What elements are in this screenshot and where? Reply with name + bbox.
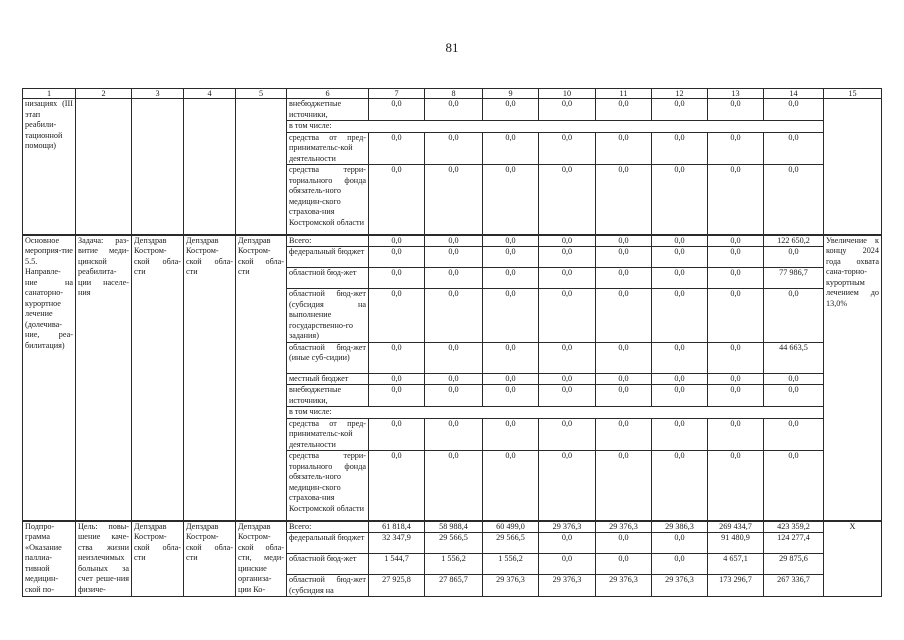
amount-cell: 0,0 xyxy=(369,289,425,343)
amount-cell: 0,0 xyxy=(708,165,764,235)
amount-cell: 29 875,6 xyxy=(764,554,824,575)
amount-cell: 0,0 xyxy=(539,99,596,121)
amount-cell: 0,0 xyxy=(652,132,708,165)
amount-cell: 60 499,0 xyxy=(483,521,539,533)
amount-cell: 0,0 xyxy=(539,418,596,451)
column-number-cell: 2 xyxy=(76,89,132,99)
amount-cell: 0,0 xyxy=(708,235,764,247)
amount-cell: 0,0 xyxy=(652,533,708,554)
funding-source-cell: федеральный бюджет xyxy=(287,247,369,268)
amount-cell: 0,0 xyxy=(483,385,539,407)
amount-cell: 0,0 xyxy=(652,418,708,451)
amount-cell: 0,0 xyxy=(369,132,425,165)
amount-cell: 0,0 xyxy=(708,289,764,343)
amount-cell: 0,0 xyxy=(369,247,425,268)
amount-cell: 0,0 xyxy=(764,132,824,165)
amount-cell: 0,0 xyxy=(764,451,824,521)
amount-cell: 0,0 xyxy=(369,165,425,235)
expected-result-cell: Увеличение к концу 2024 года охвата сана-торно-курортным лечением до 13,0% xyxy=(824,235,882,521)
amount-cell: 0,0 xyxy=(596,268,652,289)
program-col5-cell xyxy=(236,99,287,235)
page-number: 81 xyxy=(445,40,459,55)
amount-cell: 423 359,2 xyxy=(764,521,824,533)
amount-cell: 0,0 xyxy=(539,165,596,235)
program-col2-cell xyxy=(76,99,132,235)
funding-source-cell: внебюджетные источники, xyxy=(287,99,369,121)
amount-cell: 0,0 xyxy=(483,268,539,289)
amount-cell: 0,0 xyxy=(369,451,425,521)
program-col4-cell: Депздрав Костром-ской обла-сти xyxy=(184,521,236,597)
amount-cell: 0,0 xyxy=(369,385,425,407)
column-number-cell: 7 xyxy=(369,89,425,99)
funding-source-cell: внебюджетные источники, xyxy=(287,385,369,407)
amount-cell: 0,0 xyxy=(539,247,596,268)
column-number-cell: 11 xyxy=(596,89,652,99)
amount-cell: 0,0 xyxy=(369,268,425,289)
amount-cell: 0,0 xyxy=(425,132,483,165)
amount-cell: 0,0 xyxy=(708,247,764,268)
program-col5-cell: Депздрав Костром-ской обла-сти xyxy=(236,235,287,521)
amount-cell: 0,0 xyxy=(708,342,764,373)
column-number-cell: 9 xyxy=(483,89,539,99)
amount-cell: 0,0 xyxy=(425,268,483,289)
program-col5-cell: Депздрав Костром-ской обла-сти, меди-цинские организа-ции Ко- xyxy=(236,521,287,597)
amount-cell: 0,0 xyxy=(596,451,652,521)
amount-cell: 0,0 xyxy=(483,247,539,268)
amount-cell: 0,0 xyxy=(652,451,708,521)
amount-cell: 91 480,9 xyxy=(708,533,764,554)
program-col3-cell: Депздрав Костром-ской обла-сти xyxy=(132,521,184,597)
funding-source-cell: областной бюд-жет xyxy=(287,554,369,575)
amount-cell: 0,0 xyxy=(539,235,596,247)
amount-cell: 0,0 xyxy=(539,554,596,575)
amount-cell: 29 566,5 xyxy=(483,533,539,554)
program-col1-cell: низациях (III этап реабили-тационной помощи) xyxy=(23,99,76,235)
amount-cell: 29 376,3 xyxy=(483,575,539,597)
funding-source-cell: средства терри-ториального фонда обязатель-ного медицин-ского страхова-ния Костромской области xyxy=(287,165,369,235)
program-col2-cell: Задача: раз-витие меди-цинской реабилита-ции населе-ния xyxy=(76,235,132,521)
amount-cell: 0,0 xyxy=(483,289,539,343)
amount-cell: 0,0 xyxy=(764,165,824,235)
amount-cell: 0,0 xyxy=(764,247,824,268)
amount-cell: 0,0 xyxy=(425,235,483,247)
program-col2-cell: Цель: повы-шение каче-ства жизни неизлечимых больных за счет реше-ния физиче- xyxy=(76,521,132,597)
amount-cell: 58 988,4 xyxy=(425,521,483,533)
amount-cell: 32 347,9 xyxy=(369,533,425,554)
funding-source-cell: местный бюджет xyxy=(287,373,369,385)
amount-cell: 0,0 xyxy=(596,373,652,385)
amount-cell: 0,0 xyxy=(425,373,483,385)
amount-cell: 0,0 xyxy=(596,235,652,247)
funding-source-cell: федеральный бюджет xyxy=(287,533,369,554)
table-row xyxy=(23,521,882,533)
amount-cell: 0,0 xyxy=(483,165,539,235)
amount-cell: 29 376,3 xyxy=(652,575,708,597)
amount-cell: 0,0 xyxy=(596,289,652,343)
amount-cell: 0,0 xyxy=(596,342,652,373)
amount-cell: 0,0 xyxy=(652,554,708,575)
amount-cell: 0,0 xyxy=(652,385,708,407)
funding-source-cell: средства от пред-принимательс-кой деятельности xyxy=(287,132,369,165)
funding-source-cell: Всего: xyxy=(287,235,369,247)
amount-cell: 0,0 xyxy=(539,289,596,343)
amount-cell: 0,0 xyxy=(539,451,596,521)
amount-cell: 0,0 xyxy=(708,132,764,165)
amount-cell: 0,0 xyxy=(596,554,652,575)
budget-table xyxy=(22,88,882,597)
amount-cell: 0,0 xyxy=(652,165,708,235)
column-number-cell: 15 xyxy=(824,89,882,99)
amount-cell: 44 663,5 xyxy=(764,342,824,373)
amount-cell: 0,0 xyxy=(539,533,596,554)
funding-source-cell: Всего: xyxy=(287,521,369,533)
program-col4-cell: Депздрав Костром-ской обла-сти xyxy=(184,235,236,521)
amount-cell: 27 925,8 xyxy=(369,575,425,597)
program-col1-cell: Подпро-грамма «Оказание паллиа-тивной медицин-ской по- xyxy=(23,521,76,597)
amount-cell: 0,0 xyxy=(596,247,652,268)
amount-cell: 0,0 xyxy=(708,418,764,451)
amount-cell: 29 566,5 xyxy=(425,533,483,554)
column-number-cell: 13 xyxy=(708,89,764,99)
amount-cell: 0,0 xyxy=(596,99,652,121)
expected-result-cell xyxy=(824,99,882,235)
funding-source-cell: в том числе: xyxy=(287,407,824,419)
amount-cell: 0,0 xyxy=(539,385,596,407)
amount-cell: 0,0 xyxy=(483,342,539,373)
amount-cell: 29 386,3 xyxy=(652,521,708,533)
amount-cell: 0,0 xyxy=(539,268,596,289)
amount-cell: 0,0 xyxy=(425,451,483,521)
amount-cell: 0,0 xyxy=(652,289,708,343)
amount-cell: 269 434,7 xyxy=(708,521,764,533)
amount-cell: 0,0 xyxy=(596,132,652,165)
amount-cell: 0,0 xyxy=(483,418,539,451)
expected-result-cell: X xyxy=(824,521,882,597)
funding-source-cell: средства терри-ториального фонда обязатель-ного медицин-ского страхова-ния Костромской области xyxy=(287,451,369,521)
program-col3-cell xyxy=(132,99,184,235)
funding-source-cell: областной бюд-жет (субсидия на xyxy=(287,575,369,597)
amount-cell: 0,0 xyxy=(425,99,483,121)
amount-cell: 0,0 xyxy=(425,342,483,373)
amount-cell: 77 986,7 xyxy=(764,268,824,289)
column-number-cell: 3 xyxy=(132,89,184,99)
amount-cell: 0,0 xyxy=(483,132,539,165)
funding-source-cell: областной бюд-жет xyxy=(287,268,369,289)
amount-cell: 61 818,4 xyxy=(369,521,425,533)
amount-cell: 0,0 xyxy=(369,235,425,247)
amount-cell: 1 544,7 xyxy=(369,554,425,575)
column-number-cell: 14 xyxy=(764,89,824,99)
amount-cell: 1 556,2 xyxy=(483,554,539,575)
amount-cell: 0,0 xyxy=(652,342,708,373)
amount-cell: 0,0 xyxy=(652,373,708,385)
amount-cell: 29 376,3 xyxy=(596,521,652,533)
amount-cell: 0,0 xyxy=(708,268,764,289)
amount-cell: 0,0 xyxy=(708,99,764,121)
funding-source-cell: областной бюд-жет (субсидия на выполнение государственно-го задания) xyxy=(287,289,369,343)
amount-cell: 0,0 xyxy=(539,342,596,373)
amount-cell: 122 650,2 xyxy=(764,235,824,247)
program-col4-cell xyxy=(184,99,236,235)
funding-source-cell: средства от пред-принимательс-кой деятельности xyxy=(287,418,369,451)
funding-source-cell: областной бюд-жет (иные суб-сидии) xyxy=(287,342,369,373)
amount-cell: 0,0 xyxy=(425,289,483,343)
amount-cell: 0,0 xyxy=(539,373,596,385)
amount-cell: 1 556,2 xyxy=(425,554,483,575)
funding-source-cell: в том числе: xyxy=(287,121,824,133)
amount-cell: 0,0 xyxy=(369,418,425,451)
column-number-cell: 12 xyxy=(652,89,708,99)
amount-cell: 0,0 xyxy=(652,99,708,121)
amount-cell: 0,0 xyxy=(369,373,425,385)
amount-cell: 4 657,1 xyxy=(708,554,764,575)
amount-cell: 0,0 xyxy=(764,373,824,385)
amount-cell: 0,0 xyxy=(596,165,652,235)
amount-cell: 0,0 xyxy=(425,385,483,407)
amount-cell: 0,0 xyxy=(764,99,824,121)
amount-cell: 0,0 xyxy=(425,247,483,268)
column-number-cell: 10 xyxy=(539,89,596,99)
amount-cell: 0,0 xyxy=(483,235,539,247)
amount-cell: 0,0 xyxy=(596,385,652,407)
amount-cell: 0,0 xyxy=(483,99,539,121)
amount-cell: 124 277,4 xyxy=(764,533,824,554)
amount-cell: 29 376,3 xyxy=(539,521,596,533)
column-number-cell: 1 xyxy=(23,89,76,99)
amount-cell: 0,0 xyxy=(425,165,483,235)
amount-cell: 0,0 xyxy=(483,373,539,385)
amount-cell: 0,0 xyxy=(369,342,425,373)
table-row xyxy=(23,99,882,121)
column-number-cell: 8 xyxy=(425,89,483,99)
column-number-cell: 4 xyxy=(184,89,236,99)
amount-cell: 27 865,7 xyxy=(425,575,483,597)
amount-cell: 0,0 xyxy=(425,418,483,451)
column-number-cell: 6 xyxy=(287,89,369,99)
amount-cell: 267 336,7 xyxy=(764,575,824,597)
amount-cell: 0,0 xyxy=(708,451,764,521)
amount-cell: 0,0 xyxy=(369,99,425,121)
column-numbers-row xyxy=(23,89,882,99)
amount-cell: 0,0 xyxy=(652,235,708,247)
program-col1-cell: Основное мероприя-тие 5.5. Направле-ние на санаторно-курортное лечение (долечива-ние, реа-билитация) xyxy=(23,235,76,521)
column-number-cell: 5 xyxy=(236,89,287,99)
amount-cell: 0,0 xyxy=(596,533,652,554)
amount-cell: 0,0 xyxy=(483,451,539,521)
amount-cell: 0,0 xyxy=(596,418,652,451)
amount-cell: 0,0 xyxy=(764,418,824,451)
amount-cell: 0,0 xyxy=(539,132,596,165)
amount-cell: 173 296,7 xyxy=(708,575,764,597)
amount-cell: 0,0 xyxy=(708,385,764,407)
amount-cell: 0,0 xyxy=(764,289,824,343)
amount-cell: 29 376,3 xyxy=(539,575,596,597)
table-row xyxy=(23,235,882,247)
amount-cell: 0,0 xyxy=(652,268,708,289)
amount-cell: 29 376,3 xyxy=(596,575,652,597)
amount-cell: 0,0 xyxy=(652,247,708,268)
amount-cell: 0,0 xyxy=(764,385,824,407)
program-col3-cell: Депздрав Костром-ской обла-сти xyxy=(132,235,184,521)
amount-cell: 0,0 xyxy=(708,373,764,385)
